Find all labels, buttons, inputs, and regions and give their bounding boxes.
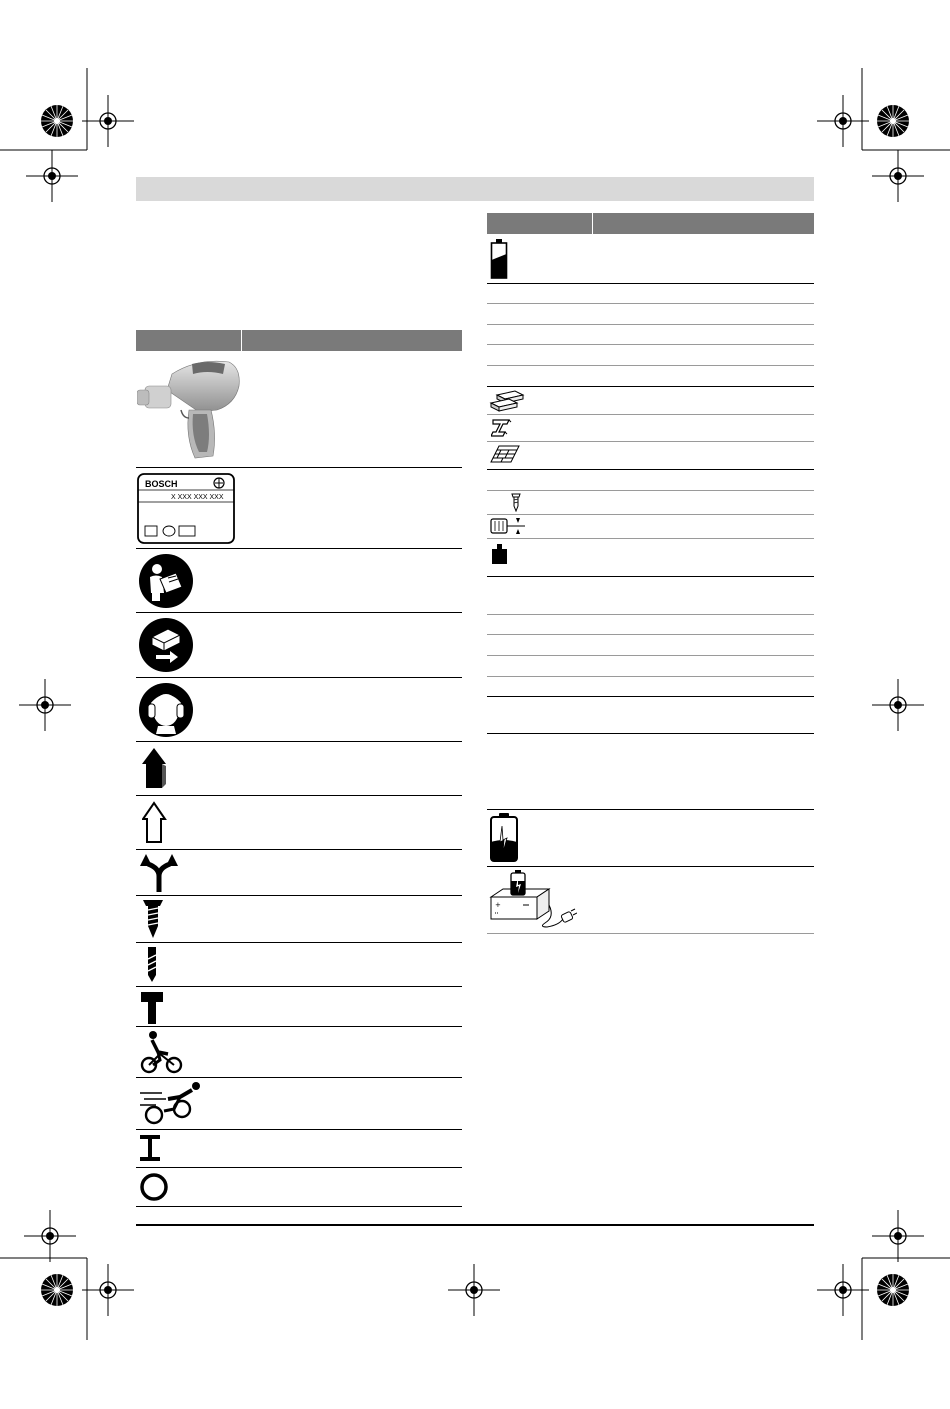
battery-charging-icon — [489, 812, 519, 864]
cyclist-fast-icon — [138, 1081, 202, 1126]
drill-bit-icon — [145, 945, 159, 983]
right-table-header — [487, 213, 814, 234]
i-beam-icon — [138, 1133, 162, 1163]
weight-icon — [490, 543, 510, 565]
chuck-range-icon — [489, 516, 527, 536]
wood-planks-icon — [489, 389, 527, 413]
charger-icon — [489, 869, 577, 931]
left-table-header — [136, 330, 462, 351]
page-header-bar — [136, 177, 814, 201]
masonry-icon — [489, 444, 521, 466]
fork-arrows-icon — [138, 852, 180, 894]
screw-small-icon — [510, 492, 522, 512]
screw-icon — [142, 898, 164, 940]
read-manual-icon — [138, 553, 194, 609]
type-plate-brand: BOSCH — [145, 479, 178, 489]
arrow-up-filled-icon — [142, 746, 172, 791]
ear-protection-icon — [138, 682, 194, 738]
circle-icon — [138, 1171, 170, 1203]
battery-insert-icon — [138, 617, 194, 673]
battery-level-icon — [490, 238, 508, 280]
footer-rule — [136, 1224, 814, 1226]
svg-text:+: + — [495, 901, 501, 909]
cyclist-slow-icon — [138, 1030, 186, 1075]
steel-profile-icon — [491, 417, 513, 439]
type-plate-icon — [137, 473, 235, 544]
hammer-icon — [140, 989, 164, 1025]
drill-icon — [137, 352, 242, 464]
arrow-up-outline-icon — [142, 800, 172, 845]
type-plate-number: X XXX XXX XXX — [171, 494, 224, 501]
